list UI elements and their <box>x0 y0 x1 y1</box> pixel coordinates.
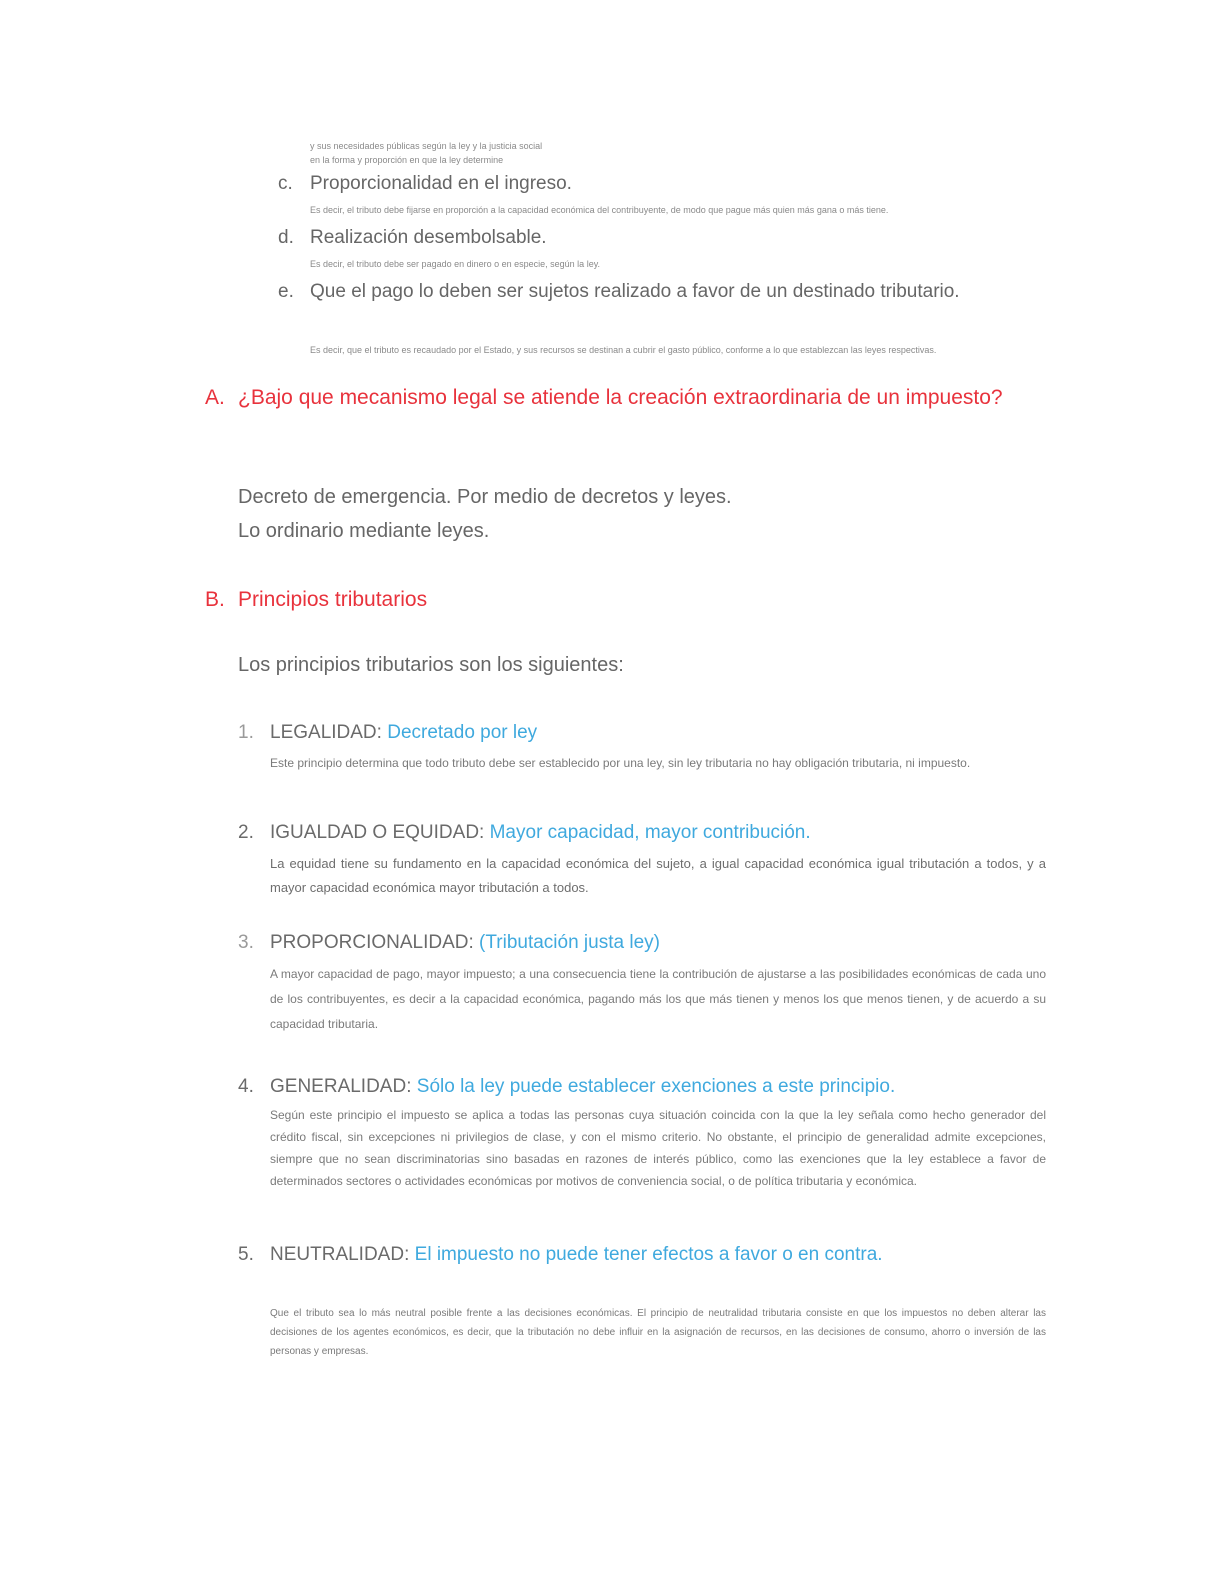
list-marker: d. <box>278 227 294 248</box>
principle-desc: Según este principio el impuesto se aplica a todas las personas cuya situación coincida con la que la ley señala como hecho generador del crédito fiscal, sin excepciones ni privilegios de clase, y con el mismo criterio. No obstante, el principio de generalidad admite excepciones, siempre que no sean discriminatorias sino basadas en razones de interés público, como las exenciones que la ley establece a favor de determinados sectores o actividades económicas por motivos de conveniencia social, o de política tributaria y económica. <box>270 1108 1046 1188</box>
principle-desc: Este principio determina que todo tributo debe ser establecido por una ley, sin ley tributaria no hay obligación tributaria, ni impuesto. <box>270 756 971 770</box>
list-item-title: Proporcionalidad en el ingreso. <box>310 173 572 194</box>
list-item-title: Realización desembolsable. <box>310 227 547 248</box>
section-a-marker: A. <box>205 386 225 409</box>
principle-marker: 3. <box>238 932 254 953</box>
principle-subtitle: Mayor capacidad, mayor contribución. <box>489 822 811 843</box>
principle-marker: 1. <box>238 722 254 743</box>
list-marker: c. <box>278 173 293 194</box>
principle-desc: Que el tributo sea lo más neutral posible frente a las decisiones económicas. El principio de neutralidad tributaria consiste en que los impuestos no deben alterar las decisiones de los agentes económicos, es decir, que la tributación no debe influir en la asignación de recursos, en las decisiones de consumo, ahorro o inversión de las personas y empresas. <box>270 1308 1046 1357</box>
principle-title <box>270 926 1050 960</box>
principle-marker: 2. <box>238 822 254 843</box>
principle-subtitle: (Tributación justa ley) <box>479 932 660 953</box>
principle-subtitle: Decretado por ley <box>387 722 538 743</box>
principle-name: LEGALIDAD: <box>270 722 382 743</box>
section-a-line: Decreto de emergencia. Por medio de decretos y leyes. <box>238 486 732 508</box>
principle-desc: La equidad tiene su fundamento en la capacidad económica del sujeto, a igual capacidad económica igual tributación a todos, y a mayor capacidad económica mayor tributación a todos. <box>270 856 1046 895</box>
principle-subtitle: Sólo la ley puede establecer exenciones a este principio. <box>416 1076 896 1097</box>
principle-marker: 4. <box>238 1076 254 1097</box>
principle-name: NEUTRALIDAD: <box>270 1244 410 1265</box>
principle-name: GENERALIDAD: <box>270 1076 412 1097</box>
principle-name: PROPORCIONALIDAD: <box>270 932 474 953</box>
intro-line: en la forma y proporción en que la ley determine <box>310 155 504 165</box>
section-a-line: Lo ordinario mediante leyes. <box>238 520 490 542</box>
list-marker: e. <box>278 281 294 302</box>
section-b-title: Principios tributarios <box>238 588 428 611</box>
intro-line: y sus necesidades públicas según la ley y la justicia social <box>310 141 543 151</box>
principle-title <box>270 716 1050 750</box>
section-a-title: ¿Bajo que mecanismo legal se atiende la creación extraordinaria de un impuesto? <box>238 386 1003 409</box>
principle-marker: 5. <box>238 1244 254 1265</box>
principle-name: IGUALDAD O EQUIDAD: <box>270 822 485 843</box>
principle-title <box>270 816 1050 850</box>
section-b-marker: B. <box>205 588 225 611</box>
list-item-note: Es decir, que el tributo es recaudado por el Estado, y sus recursos se destinan a cubrir el gasto público, conforme a lo que establezcan las leyes respectivas. <box>310 345 937 355</box>
principle-subtitle: El impuesto no puede tener efectos a favor o en contra. <box>414 1244 883 1265</box>
list-item-title: Que el pago lo deben ser sujetos realizado a favor de un destinado tributario. <box>310 281 960 302</box>
principle-title <box>270 1238 1046 1272</box>
section-b-intro: Los principios tributarios son los siguientes: <box>238 654 624 676</box>
list-item-note: Es decir, el tributo debe fijarse en proporción a la capacidad económica del contribuyente, de modo que pague más quien más gana o más tiene. <box>310 205 889 215</box>
list-item-note: Es decir, el tributo debe ser pagado en dinero o en especie, según la ley. <box>310 259 601 269</box>
principle-title <box>270 1070 1050 1104</box>
principle-desc: A mayor capacidad de pago, mayor impuesto; a una consecuencia tiene la contribución de ajustarse a las posibilidades económicas de cada uno de los contribuyentes, es decir a la capacidad económica, pagando más los que más tienen y menos los que menos tienen, y de acuerdo a su capacidad tributaria. <box>270 967 1046 1031</box>
